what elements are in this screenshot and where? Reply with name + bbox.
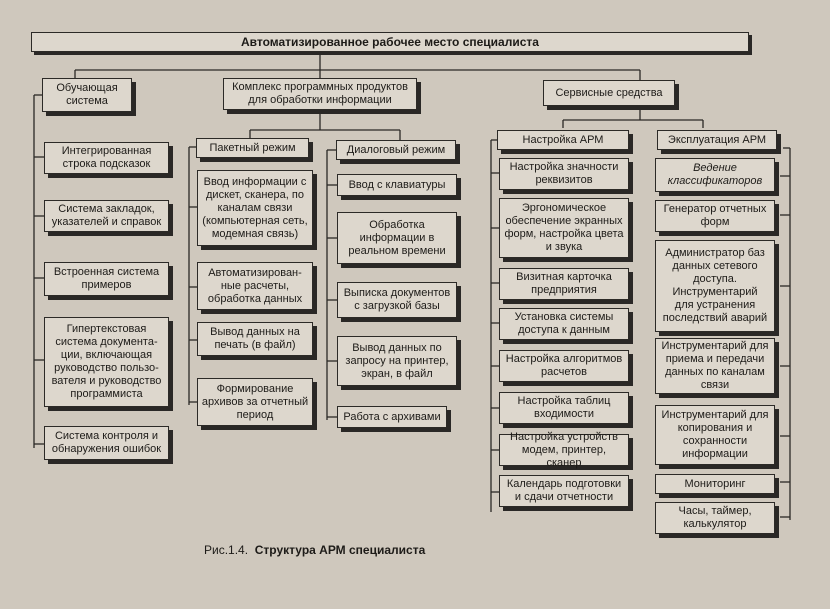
dialog-mode-header: Диалоговый режим [336, 140, 456, 160]
training-item-hints: Интегрированная строка подсказок [44, 142, 169, 174]
figure-caption [204, 543, 425, 557]
batch-item-archives: Формирование архивов за отчетный период [197, 378, 313, 426]
dialog-item-keyboard: Ввод с клавиатуры [337, 174, 457, 196]
training-item-bookmarks: Система закладок, указателей и справок [44, 200, 169, 232]
figure-number: Рис.1.4. [204, 543, 249, 557]
operation-item-monitoring: Мониторинг [655, 474, 775, 494]
setup-item-ergonomics: Эргономическое обеспечение экранных форм, настройка цвета и звука [499, 198, 629, 258]
operation-item-clock: Часы, таймер, калькулятор [655, 502, 775, 534]
training-system-header: Обучающая система [42, 78, 132, 112]
setup-item-algorithms: Настройка алгоритмов расчетов [499, 350, 629, 382]
figure-caption-text: Структура АРМ специалиста [254, 543, 426, 557]
batch-mode-header: Пакетный режим [196, 138, 309, 158]
software-complex-header: Комплекс программных продуктов для обработки информации [223, 78, 417, 110]
service-tools-header: Сервисные средства [543, 80, 675, 106]
batch-item-calculations: Автоматизирован- ные расчеты, обработка данных [197, 262, 313, 310]
training-item-examples: Встроенная система примеров [44, 262, 169, 296]
batch-item-print: Вывод данных на печать (в файл) [197, 322, 313, 356]
dialog-item-archives: Работа с архивами [337, 406, 447, 428]
setup-item-calendar: Календарь подготовки и сдачи отчетности [499, 475, 629, 507]
diagram-title: Автоматизированное рабочее место специалиста [31, 32, 749, 52]
operation-item-transfer: Инструментарий для приема и передачи данных по каналам связи [655, 338, 775, 394]
training-item-error-control: Система контроля и обнаружения ошибок [44, 426, 169, 460]
dialog-item-documents: Выписка документов с загрузкой базы [337, 282, 457, 318]
setup-item-access: Установка системы доступа к данным [499, 308, 629, 340]
dialog-item-realtime: Обработка информации в реальном времени [337, 212, 457, 264]
setup-item-tables: Настройка таблиц входимости [499, 392, 629, 424]
operation-item-backup: Инструментарий для копирования и сохранности информации [655, 405, 775, 465]
setup-item-requisites: Настройка значности реквизитов [499, 158, 629, 190]
operation-item-report-generator: Генератор отчетных форм [655, 200, 775, 232]
setup-item-devices: Настройка устройств модем, принтер, сканер [499, 434, 629, 466]
operation-item-classifiers: Ведение классификаторов [655, 158, 775, 192]
operation-item-db-admin: Администратор баз данных сетевого доступа. Инструментарий для устранения последствий аварий [655, 240, 775, 332]
setup-item-business-card: Визитная карточка предприятия [499, 268, 629, 300]
training-item-hypertext: Гипертекстовая система документа- ции, включающая руководство пользо- вателя и руководство программиста [44, 317, 169, 407]
setup-arm-header: Настройка АРМ [497, 130, 629, 150]
batch-item-input: Ввод информации с дискет, сканера, по каналам связи (компьютерная сеть, модемная связь) [197, 170, 313, 246]
operation-arm-header: Эксплуатация АРМ [657, 130, 777, 150]
dialog-item-output: Вывод данных по запросу на принтер, экран, в файл [337, 336, 457, 386]
